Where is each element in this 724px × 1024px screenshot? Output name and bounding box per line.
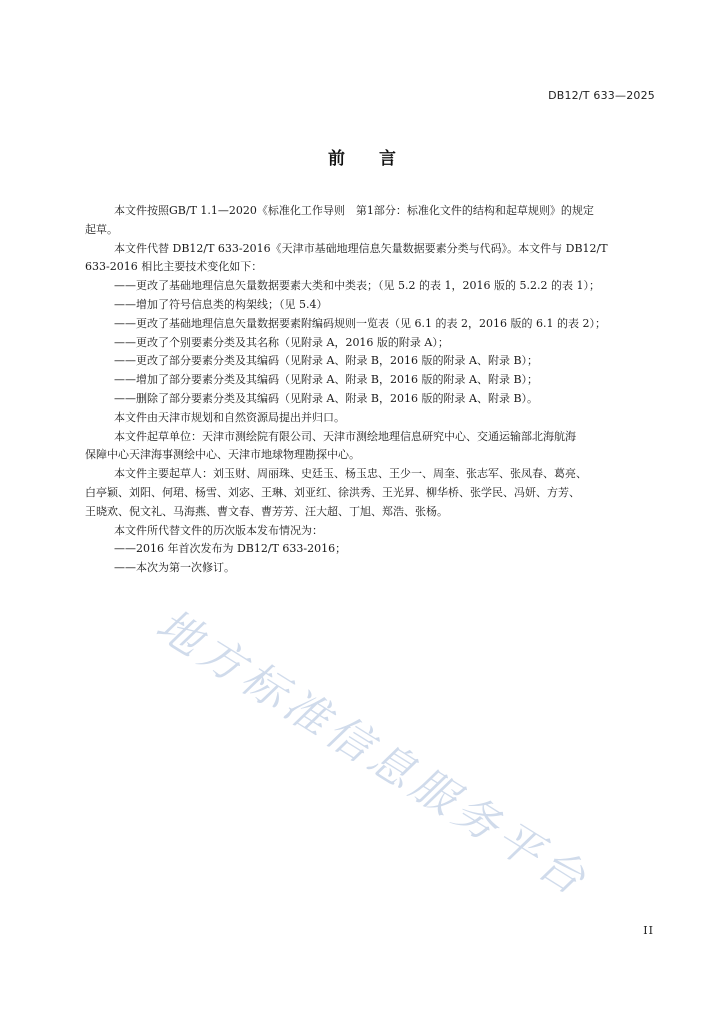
paragraph-line: 王晓欢、倪文礼、马海燕、曹文春、曹芳芳、汪大超、丁旭、郑浩、张杨。 bbox=[85, 504, 448, 518]
change-item: ——增加了符号信息类的构架线；（见 5.4） bbox=[114, 297, 328, 311]
paragraph-line: 白亭颖、刘阳、何珺、杨雪、刘宓、王琳、刘亚红、徐洪秀、王光昇、柳华桥、张学民、冯妍、方芳、 bbox=[85, 485, 580, 499]
page-number: II bbox=[643, 924, 654, 937]
paragraph-line: 633-2016 相比主要技术变化如下： bbox=[85, 260, 263, 274]
history-item: ——本次为第一次修订。 bbox=[114, 561, 235, 575]
change-item: ——更改了基础地理信息矢量数据要素大类和中类表；（见 5.2 的表 1，2016 版的 5.2.2 的表 1）； bbox=[114, 279, 600, 293]
foreword-body bbox=[85, 202, 659, 578]
change-item: ——更改了基础地理信息矢量数据要素附编码规则一览表（见 6.1 的表 2，2016 版的 6.1 的表 2）； bbox=[114, 316, 606, 330]
paragraph-line: 保障中心天津海事测绘中心、天津市地球物理勘探中心。 bbox=[85, 448, 360, 462]
document-code: DB12/T 633—2025 bbox=[548, 89, 655, 102]
paragraph-line: 本文件主要起草人：刘玉财、周丽珠、史廷玉、杨玉忠、王少一、周奎、张志军、张凤春、葛亮、 bbox=[114, 467, 587, 481]
paragraph-line: 本文件由天津市规划和自然资源局提出并归口。 bbox=[114, 410, 345, 424]
watermark: 地方标准信息服务平台 bbox=[147, 599, 599, 908]
paragraph-line: 本文件所代替文件的历次版本发布情况为： bbox=[114, 523, 323, 537]
history-item: ——2016 年首次发布为 DB12/T 633-2016； bbox=[114, 542, 347, 556]
change-item: ——更改了部分要素分类及其编码（见附录 A、附录 B，2016 版的附录 A、附录 B）； bbox=[114, 354, 539, 368]
paragraph-line: 本文件按照GB/T 1.1—2020《标准化工作导则 第1部分：标准化文件的结构和起草规则》的规定 bbox=[114, 204, 594, 217]
paragraph-line: 起草。 bbox=[85, 222, 118, 236]
page-title: 前言 bbox=[328, 149, 430, 169]
paragraph-line: 本文件代替 DB12/T 633-2016《天津市基础地理信息矢量数据要素分类与代码》。本文件与 DB12/T bbox=[114, 241, 608, 255]
change-item: ——更改了个别要素分类及其名称（见附录 A，2016 版的附录 A）； bbox=[114, 335, 449, 349]
paragraph-line: 本文件起草单位：天津市测绘院有限公司、天津市测绘地理信息研究中心、交通运输部北海航海 bbox=[114, 429, 576, 443]
change-item: ——增加了部分要素分类及其编码（见附录 A、附录 B，2016 版的附录 A、附录 B）； bbox=[114, 373, 539, 387]
change-item: ——删除了部分要素分类及其编码（见附录 A、附录 B，2016 版的附录 A、附录 B）。 bbox=[114, 391, 539, 405]
